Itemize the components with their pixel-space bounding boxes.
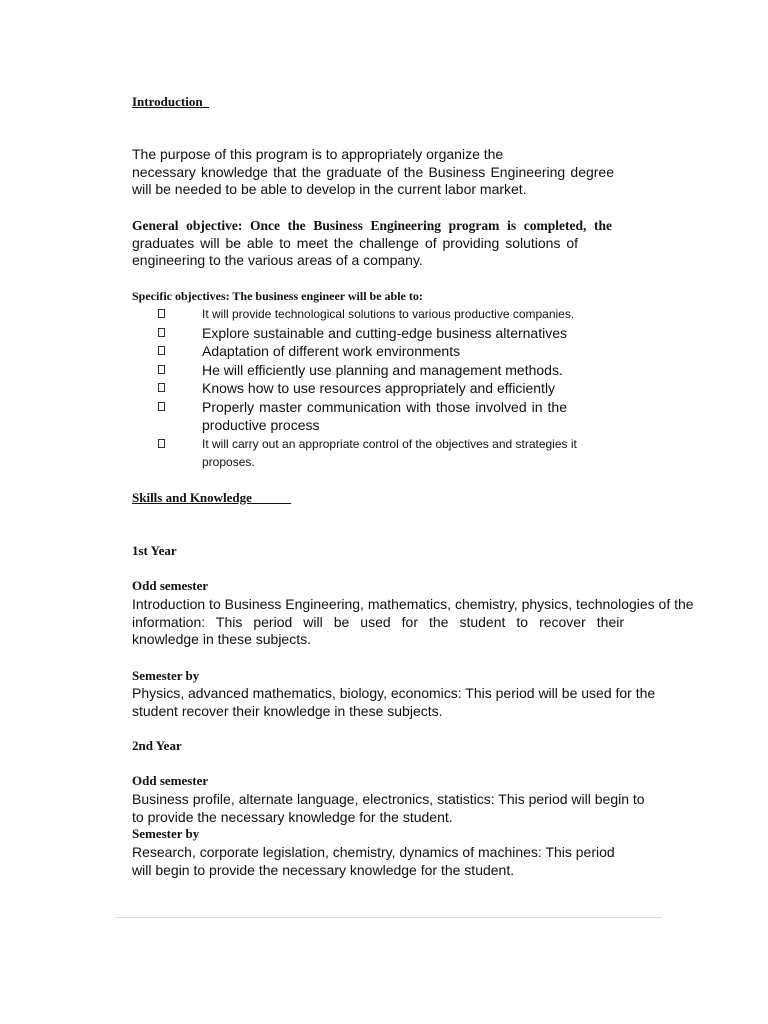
specific-objectives-label: Specific objectives: The business engineer will be able to: — [132, 289, 423, 303]
year1-odd-label: Odd semester — [132, 578, 209, 593]
introduction-heading: Introduction — [132, 94, 210, 109]
list-item: He will efficiently use planning and management methods. — [158, 361, 628, 380]
general-objective-label: General objective: Once the Business Engineering program is completed, the — [132, 218, 612, 233]
year2-odd-label: Odd semester — [132, 773, 209, 788]
list-item: It will carry out an appropriate control of the objectives and strategies it proposes. — [158, 435, 628, 472]
year1-by-line: student recover their knowledge in these subjects. — [132, 702, 443, 719]
year2-by-paragraph — [132, 844, 652, 879]
year2-odd-line: Business profile, alternate language, electronics, statistics: This period will begin to — [132, 791, 645, 807]
purpose-line: The purpose of this program is to appropriately organize the — [132, 146, 504, 162]
bullet-box-icon — [158, 402, 165, 411]
year1-by-paragraph — [132, 685, 656, 720]
year1-by-label: Semester by — [132, 668, 200, 683]
year1-by-line: Physics, advanced mathematics, biology, economics: This period will be used for the — [132, 685, 656, 701]
page-footer-divider — [115, 917, 662, 918]
bullet-box-icon — [158, 346, 165, 355]
list-item: It will provide technological solutions to various productive companies. — [158, 305, 628, 324]
general-objective-line: engineering to the various areas of a company. — [132, 252, 423, 268]
list-item: Explore sustainable and cutting-edge business alternatives — [158, 324, 628, 343]
general-objective-paragraph — [132, 217, 612, 270]
list-item: Knows how to use resources appropriately and efficiently — [158, 379, 628, 398]
year1-odd-line: knowledge in these subjects. — [132, 631, 311, 647]
year1-odd-line: Introduction to Business Engineering, mathematics, chemistry, physics, technologies of the — [132, 596, 694, 612]
year1-odd-paragraph — [132, 596, 694, 649]
purpose-paragraph — [132, 146, 616, 199]
year1-title: 1st Year — [132, 543, 177, 558]
year2-by-label: Semester by — [132, 826, 200, 841]
year2-odd-paragraph — [132, 791, 652, 826]
bullet-box-icon — [158, 439, 165, 448]
purpose-line: will be needed to be able to develop in the current labor market. — [132, 181, 527, 197]
bullet-box-icon — [158, 309, 165, 318]
bullet-box-icon — [158, 328, 165, 337]
bullet-box-icon — [158, 383, 165, 392]
skills-heading: Skills and Knowledge — [132, 490, 291, 505]
bullet-box-icon — [158, 365, 165, 374]
list-item: Adaptation of different work environments — [158, 342, 628, 361]
general-objective-line: graduates will be able to meet the challenge of providing solutions of — [132, 234, 578, 251]
year2-title: 2nd Year — [132, 738, 182, 753]
specific-objectives-list — [158, 305, 628, 472]
purpose-line: necessary knowledge that the graduate of the Business Engineering degree — [132, 163, 614, 180]
year1-odd-line: information: This period will be used for the student to recover their — [132, 613, 624, 630]
list-item: Properly master communication with those involved in the productive process — [158, 398, 628, 435]
year2-by-line: Research, corporate legislation, chemistry, dynamics of machines: This period — [132, 844, 615, 860]
year2-odd-line: to provide the necessary knowledge for the student. — [132, 808, 453, 825]
year2-by-line: will begin to provide the necessary knowledge for the student. — [132, 861, 515, 878]
